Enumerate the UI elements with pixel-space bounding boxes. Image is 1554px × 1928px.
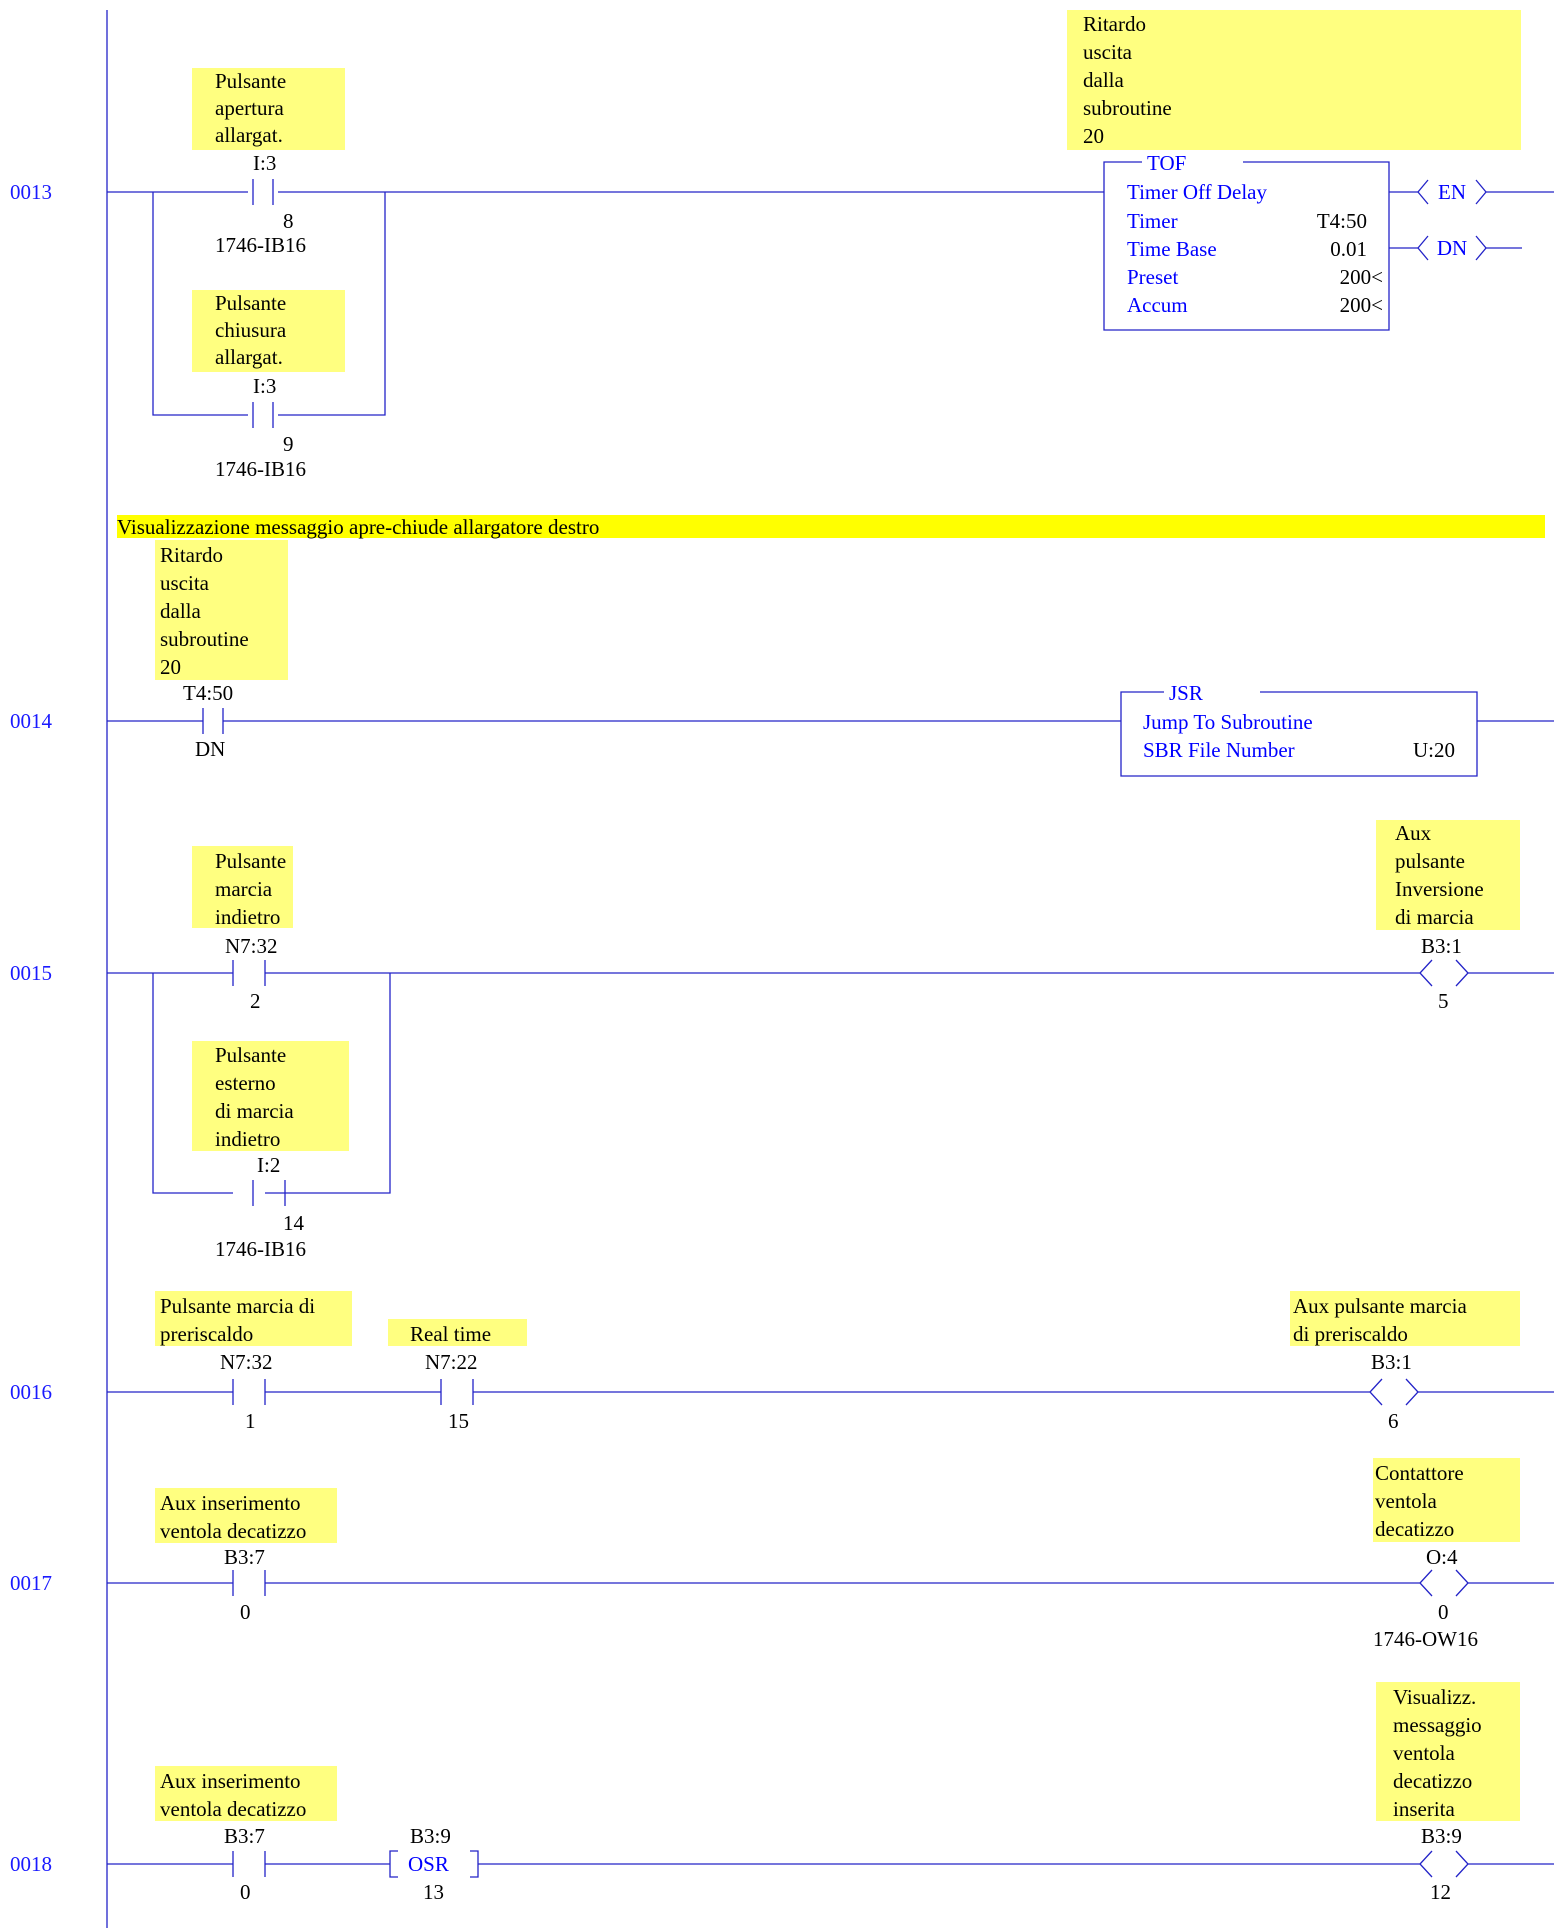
comment-line: Aux inserimento xyxy=(160,1491,301,1515)
comment-line: inserita xyxy=(1393,1797,1455,1821)
module-label: 1746-IB16 xyxy=(215,1237,306,1261)
contact-bit: 1 xyxy=(245,1409,256,1433)
comment-line: Pulsante marcia di xyxy=(160,1294,316,1318)
contact-bit: 9 xyxy=(283,432,294,456)
rung-0015[interactable] xyxy=(10,820,1554,1261)
rung-0013[interactable] xyxy=(10,10,1554,481)
instruction-description: Jump To Subroutine xyxy=(1143,710,1313,734)
output-coil-b3-9-12[interactable] xyxy=(1420,1851,1468,1877)
rung-number: 0016 xyxy=(10,1380,52,1404)
comment-line: preriscaldo xyxy=(160,1322,254,1346)
coil-bit: 0 xyxy=(1438,1600,1449,1624)
comment-line: Ritardo xyxy=(1083,12,1146,36)
no-contact-n7-22-15[interactable] xyxy=(441,1379,473,1405)
param-label: Preset xyxy=(1127,265,1179,289)
osr-label: OSR xyxy=(408,1852,449,1876)
comment-line: esterno xyxy=(215,1071,276,1095)
comment-line: Contattore xyxy=(1375,1461,1464,1485)
comment-line: Aux inserimento xyxy=(160,1769,301,1793)
comment-line: allargat. xyxy=(215,345,283,369)
instruction-title: TOF xyxy=(1147,151,1187,175)
rung-number: 0015 xyxy=(10,961,52,985)
contact-bit: 14 xyxy=(283,1211,304,1235)
rung-title: Visualizzazione messaggio apre-chiude allargatore destro xyxy=(117,515,600,539)
contact-address: I:3 xyxy=(253,151,277,175)
param-value: 200< xyxy=(1339,293,1383,317)
comment-line: Aux xyxy=(1395,821,1432,845)
comment-line: indietro xyxy=(215,1127,281,1151)
rung-number: 0017 xyxy=(10,1571,52,1595)
coil-bit: 6 xyxy=(1388,1409,1399,1433)
contact-address: T4:50 xyxy=(183,681,234,705)
osr-bit: 13 xyxy=(423,1880,444,1904)
comment-line: marcia xyxy=(215,877,273,901)
comment-line: dalla xyxy=(160,599,201,623)
comment-line: di marcia xyxy=(1395,905,1474,929)
comment-line: dalla xyxy=(1083,68,1124,92)
contact-address: N7:22 xyxy=(425,1350,478,1374)
param-value: 200< xyxy=(1339,265,1383,289)
comment-line: ventola xyxy=(1393,1741,1455,1765)
contact-address: N7:32 xyxy=(225,934,278,958)
comment-line: Real time xyxy=(410,1322,492,1346)
comment-line: pulsante xyxy=(1395,849,1465,873)
rung-0017[interactable] xyxy=(10,1458,1554,1651)
param-value: 0.01 xyxy=(1330,237,1367,261)
osr-address: B3:9 xyxy=(410,1824,451,1848)
contact-address: N7:32 xyxy=(220,1350,273,1374)
comment-line: 20 xyxy=(1083,124,1104,148)
comment-line: subroutine xyxy=(160,627,249,651)
output-coil-b3-1-5[interactable] xyxy=(1420,960,1468,986)
rung-number: 0014 xyxy=(10,709,52,733)
rung-0016[interactable] xyxy=(10,1291,1554,1433)
comment-line: ventola xyxy=(1375,1489,1437,1513)
param-label: Time Base xyxy=(1127,237,1217,261)
module-label: 1746-IB16 xyxy=(215,233,306,257)
comment-line: decatizzo xyxy=(1393,1769,1473,1793)
comment-line: decatizzo xyxy=(1375,1517,1455,1541)
coil-address: O:4 xyxy=(1426,1545,1458,1569)
comment-line: Aux pulsante marcia xyxy=(1293,1294,1467,1318)
comment-line: 20 xyxy=(160,655,181,679)
comment-line: Inversione xyxy=(1395,877,1484,901)
contact-bit: 0 xyxy=(240,1880,251,1904)
output-coil-o4-0[interactable] xyxy=(1420,1570,1468,1596)
param-value: T4:50 xyxy=(1316,209,1367,233)
comment-line: uscita xyxy=(160,571,209,595)
coil-address: B3:9 xyxy=(1421,1824,1462,1848)
no-contact-b3-7-0[interactable] xyxy=(233,1851,265,1877)
output-label: EN xyxy=(1438,180,1466,204)
no-contact-t4-50-dn[interactable] xyxy=(203,708,223,734)
comment-line: Pulsante xyxy=(215,1043,287,1067)
param-value: U:20 xyxy=(1413,738,1455,762)
param-label: Timer xyxy=(1127,209,1178,233)
contact-bit: 0 xyxy=(240,1600,251,1624)
instruction-title: JSR xyxy=(1169,681,1203,705)
comment-line: Pulsante xyxy=(215,291,287,315)
contact-address: B3:7 xyxy=(224,1824,265,1848)
no-contact-i3-8[interactable] xyxy=(253,179,273,205)
coil-bit: 12 xyxy=(1430,1880,1451,1904)
no-contact-n7-32-1[interactable] xyxy=(233,1379,265,1405)
no-contact-n7-32-2[interactable] xyxy=(233,960,265,986)
param-label: SBR File Number xyxy=(1143,738,1295,762)
coil-bit: 5 xyxy=(1438,989,1449,1013)
comment-line: chiusura xyxy=(215,318,287,342)
comment-line: Ritardo xyxy=(160,543,223,567)
comment-line: di marcia xyxy=(215,1099,294,1123)
comment-line: ventola decatizzo xyxy=(160,1797,307,1821)
rung-0014[interactable] xyxy=(10,515,1554,776)
no-contact-i3-9[interactable] xyxy=(253,402,273,428)
rung-number: 0013 xyxy=(10,180,52,204)
contact-bit: 2 xyxy=(250,989,261,1013)
output-label: DN xyxy=(1436,236,1468,260)
contact-bit: 8 xyxy=(283,209,294,233)
comment-line: Visualizz. xyxy=(1393,1685,1477,1709)
comment-line: indietro xyxy=(215,905,281,929)
rung-number: 0018 xyxy=(10,1852,52,1876)
comment-line: Pulsante xyxy=(215,69,287,93)
comment-line: messaggio xyxy=(1393,1713,1482,1737)
comment-line: ventola decatizzo xyxy=(160,1519,307,1543)
instruction-description: Timer Off Delay xyxy=(1127,180,1267,204)
contact-address: B3:7 xyxy=(224,1545,265,1569)
comment-line: apertura xyxy=(215,96,284,120)
no-contact-b3-7-0[interactable] xyxy=(233,1570,265,1596)
output-coil-b3-1-6[interactable] xyxy=(1370,1379,1418,1405)
comment-line: di preriscaldo xyxy=(1293,1322,1408,1346)
contact-bit: 15 xyxy=(448,1409,469,1433)
rung-0018[interactable] xyxy=(10,1682,1554,1904)
coil-address: B3:1 xyxy=(1371,1350,1412,1374)
contact-address: I:3 xyxy=(253,374,277,398)
contact-bit: DN xyxy=(195,737,226,761)
param-label: Accum xyxy=(1127,293,1188,317)
comment-line: Pulsante xyxy=(215,849,287,873)
coil-address: B3:1 xyxy=(1421,934,1462,958)
module-label: 1746-OW16 xyxy=(1373,1627,1478,1651)
comment-line: uscita xyxy=(1083,40,1132,64)
module-label: 1746-IB16 xyxy=(215,457,306,481)
contact-address: I:2 xyxy=(257,1153,281,1177)
comment-line: subroutine xyxy=(1083,96,1172,120)
comment-line: allargat. xyxy=(215,123,283,147)
